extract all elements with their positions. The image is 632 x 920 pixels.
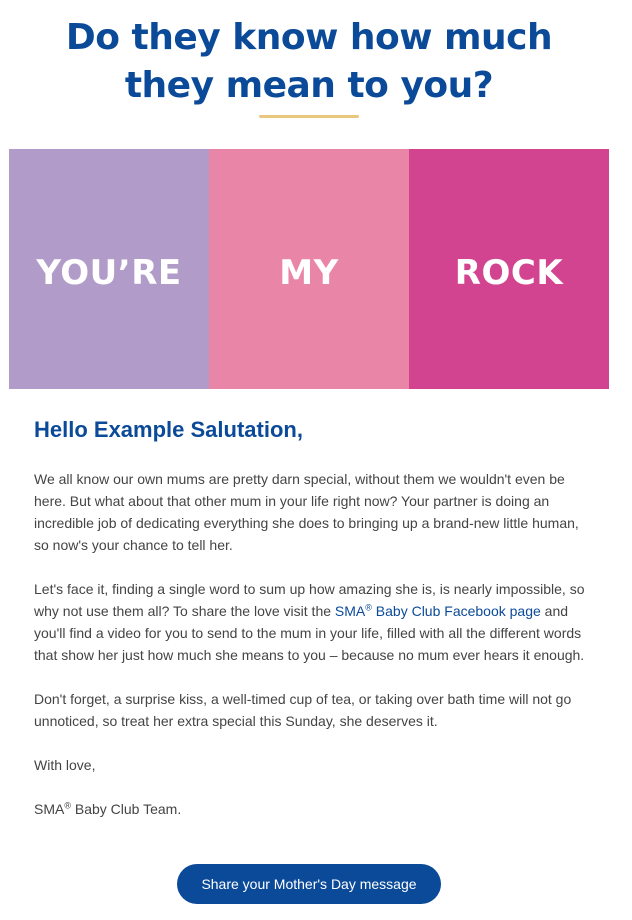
headline-line-2: they mean to you? [124,65,494,106]
signature [34,798,594,820]
facebook-page-link[interactable] [335,603,541,619]
greeting: Hello Example Salutation, [34,417,303,442]
link-brand: SMA [334,603,366,619]
banner-panel-2 [209,149,409,389]
paragraph-1: We all know our own mums are pretty darn special, without them we wouldn't even be here. But what about that other mum in your life right now? Your partner is doing an incredible job of dedicating everything she does to bringing up a brand-new little human, so now's your chance to tell her. [34,471,579,553]
headline [0,14,618,110]
banner-panel-3 [409,149,609,389]
signature-registered-mark: ® [64,800,71,811]
banner-youre-my-rock [9,149,609,389]
banner-word-2: MY [279,253,339,293]
paragraph-2 [34,578,594,666]
banner-panel-1 [9,149,209,389]
banner-word-1: YOU’RE [36,253,182,293]
signature-team: Baby Club Team. [70,801,182,817]
headline-line-1: Do they know how much [65,17,553,58]
paragraph-2-intro: Let's face it, finding a single word to sum up how amazing she is, is nearly impossible, so why not use them all? To share the love visit the [34,581,585,619]
link-text: Baby Club Facebook page [371,603,541,619]
registered-mark: ® [365,602,372,613]
signature-brand: SMA [34,801,65,817]
signoff: With love, [34,757,96,773]
cta-wrapper [0,864,618,904]
banner-word-3: ROCK [454,253,564,293]
gold-divider [259,115,359,118]
paragraph-2-outro: and you'll find a video for you to send to the mum in your life, filled with all the different words that show her just how much she means to you – because no mum ever hears it enough. [34,603,585,663]
paragraph-3: Don't forget, a surprise kiss, a well-timed cup of tea, or taking over bath time will not go unnoticed, so treat her extra special this Sunday, she deserves it. [34,691,572,729]
email-body [34,414,594,842]
share-message-button[interactable]: Share your Mother's Day message [177,864,441,904]
